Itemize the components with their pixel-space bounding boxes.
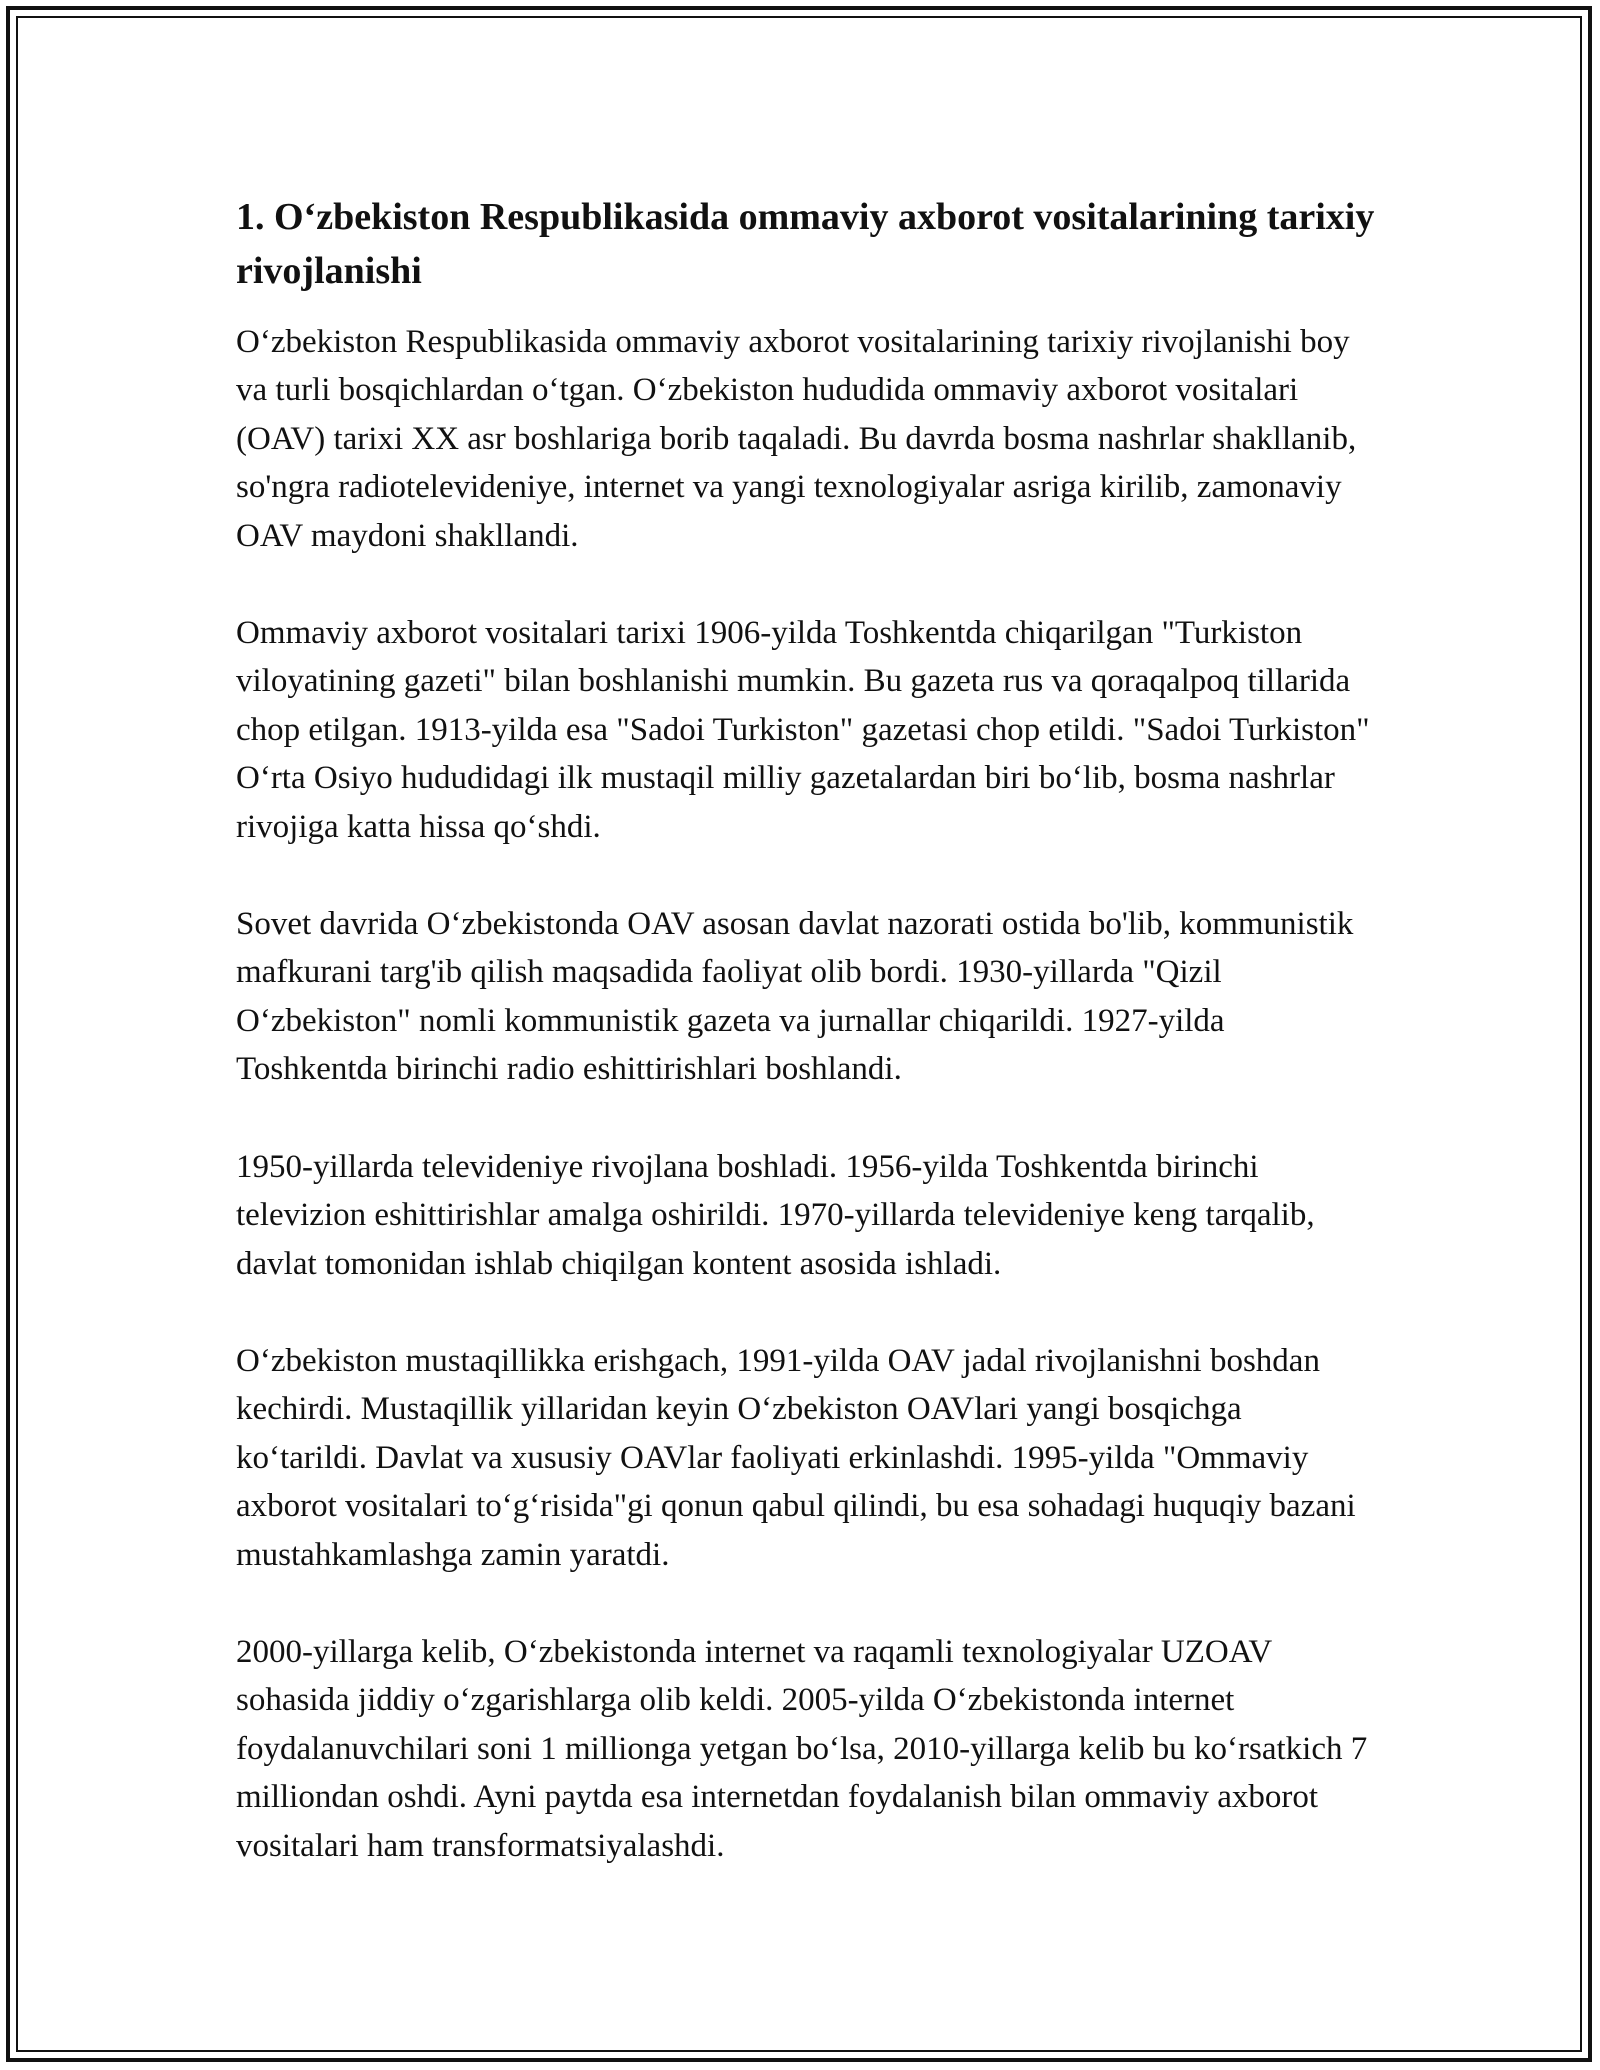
paragraph-introduction: O‘zbekiston Respublikasida ommaviy axborot vositalarining tarixiy rivojlanishi boy va turli bosqichlardan o‘tgan. O‘zbekiston hududida ommaviy axborot vositalari (OAV) tarixi XX asr boshlariga borib taqaladi. Bu davrda bosma nashrlar shakllanib, so'ngra radiotelevideniye, internet va yangi texnologiyalar asriga kirilib, zamonaviy OAV maydoni shakllandi. (236, 324, 1357, 554)
document-body (236, 190, 1376, 1919)
paragraph-soviet-era: Sovet davrida O‘zbekistonda OAV asosan davlat nazorati ostida bo'lib, kommunistik mafkurani targ'ib qilish maqsadida faoliyat olib bordi. 1930-yillarda "Qizil O‘zbekiston" nomli kommunistik gazeta va jurnallar chiqarildi. 1927-yilda Toshkentda birinchi radio eshittirishlari boshlandi. (236, 906, 1354, 1088)
section-heading: 1. O‘zbekiston Respublikasida ommaviy axborot vositalarining tarixiy rivojlanishi (236, 196, 1375, 292)
paragraph-independence: O‘zbekiston mustaqillikka erishgach, 1991-yilda OAV jadal rivojlanishni boshdan kechirdi. Mustaqillik yillaridan keyin O‘zbekiston OAVlari yangi bosqichga ko‘tarildi. Davlat va xususiy OAVlar faoliyati erkinlashdi. 1995-yilda "Ommaviy axborot vositalari to‘g‘risida"gi qonun qabul qilindi, bu esa sohadagi huquqiy bazani mustahkamlashga zamin yaratdi. (236, 1342, 1356, 1573)
paragraph-television: 1950-yillarda televideniye rivojlana boshladi. 1956-yilda Toshkentda birinchi televizion eshittirishlar amalga oshirildi. 1970-yillarda televideniye keng tarqalib, davlat tomonidan ishlab chiqilgan kontent asosida ishladi. (236, 1148, 1315, 1282)
paragraph-early-press: Ommaviy axborot vositalari tarixi 1906-yilda Toshkentda chiqarilgan "Turkiston viloyatining gazeti" bilan boshlanishi mumkin. Bu gazeta rus va qoraqalpoq tillarida chop etilgan. 1913-yilda esa "Sadoi Turkiston" gazetasi chop etildi. "Sadoi Turkiston" O‘rta Osiyo hududidagi ilk mustaqil milliy gazetalardan biri bo‘lib, bosma nashrlar rivojiga katta hissa qo‘shdi. (236, 615, 1370, 845)
paragraph-internet-era: 2000-yillarga kelib, O‘zbekistonda internet va raqamli texnologiyalar UZOAV sohasida jiddiy o‘zgarishlarga olib keldi. 2005-yilda O‘zbekistonda internet foydalanuvchilari soni 1 millionga yetgan bo‘lsa, 2010-yillarga kelib bu ko‘rsatkich 7 milliondan oshdi. Ayni paytda esa internetdan foydalanish bilan ommaviy axborot vositalari ham transformatsiyalashdi. (236, 1633, 1368, 1864)
